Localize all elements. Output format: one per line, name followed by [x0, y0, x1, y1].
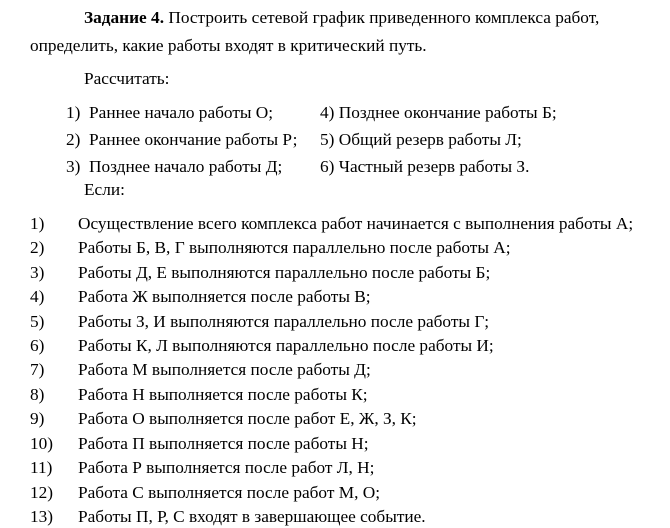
task-title-text: Построить сетевой график приведенного комплекса работ,	[164, 8, 600, 27]
calc-item-right: 4) Позднее окончание работы Б;	[320, 103, 557, 122]
condition-number: 11)	[30, 458, 53, 477]
condition-text: Работа Р выполняется после работ Л, Н;	[78, 458, 375, 477]
condition-text: Работа С выполняется после работ М, О;	[78, 483, 380, 502]
task-title-line2: определить, какие работы входят в критический путь.	[30, 36, 427, 55]
task-title-line1	[84, 8, 599, 28]
condition-text: Работы К, Л выполняются параллельно после работы И;	[78, 336, 494, 355]
condition-text: Работы З, И выполняются параллельно после работы Г;	[78, 312, 490, 331]
condition-number: 4)	[30, 287, 45, 306]
calc-item-left: 2) Раннее окончание работы Р;	[66, 130, 298, 149]
condition-text: Работы П, Р, С входят в завершающее событие.	[78, 507, 426, 526]
condition-number: 2)	[30, 238, 45, 257]
condition-number: 13)	[30, 507, 54, 526]
condition-number: 9)	[30, 409, 45, 428]
calc-item-left: 3) Позднее начало работы Д;	[66, 157, 283, 176]
condition-text: Работа П выполняется после работы Н;	[78, 434, 369, 453]
condition-number: 7)	[30, 360, 45, 379]
condition-text: Работы Д, Е выполняются параллельно после работы Б;	[78, 263, 491, 282]
condition-text: Работа Ж выполняется после работы В;	[78, 287, 371, 306]
condition-number: 1)	[30, 214, 45, 233]
condition-text: Работа О выполняется после работ Е, Ж, З, К;	[78, 409, 417, 428]
condition-text: Осуществление всего комплекса работ начинается с выполнения работы А;	[78, 214, 634, 233]
condition-text: Работа Н выполняется после работы К;	[78, 385, 368, 404]
condition-number: 12)	[30, 483, 54, 502]
calc-item-right: 6) Частный резерв работы З.	[320, 157, 530, 176]
calc-item-right: 5) Общий резерв работы Л;	[320, 130, 522, 149]
condition-text: Работы Б, В, Г выполняются параллельно после работы А;	[78, 238, 511, 257]
condition-number: 5)	[30, 312, 45, 331]
if-label: Если:	[84, 180, 125, 199]
condition-number: 8)	[30, 385, 45, 404]
calc-heading: Рассчитать:	[84, 69, 170, 88]
condition-number: 10)	[30, 434, 54, 453]
condition-number: 3)	[30, 263, 45, 282]
condition-number: 6)	[30, 336, 45, 355]
task-number: Задание 4.	[84, 8, 165, 27]
calc-item-left: 1) Раннее начало работы О;	[66, 103, 274, 122]
condition-text: Работа М выполняется после работы Д;	[78, 360, 371, 379]
